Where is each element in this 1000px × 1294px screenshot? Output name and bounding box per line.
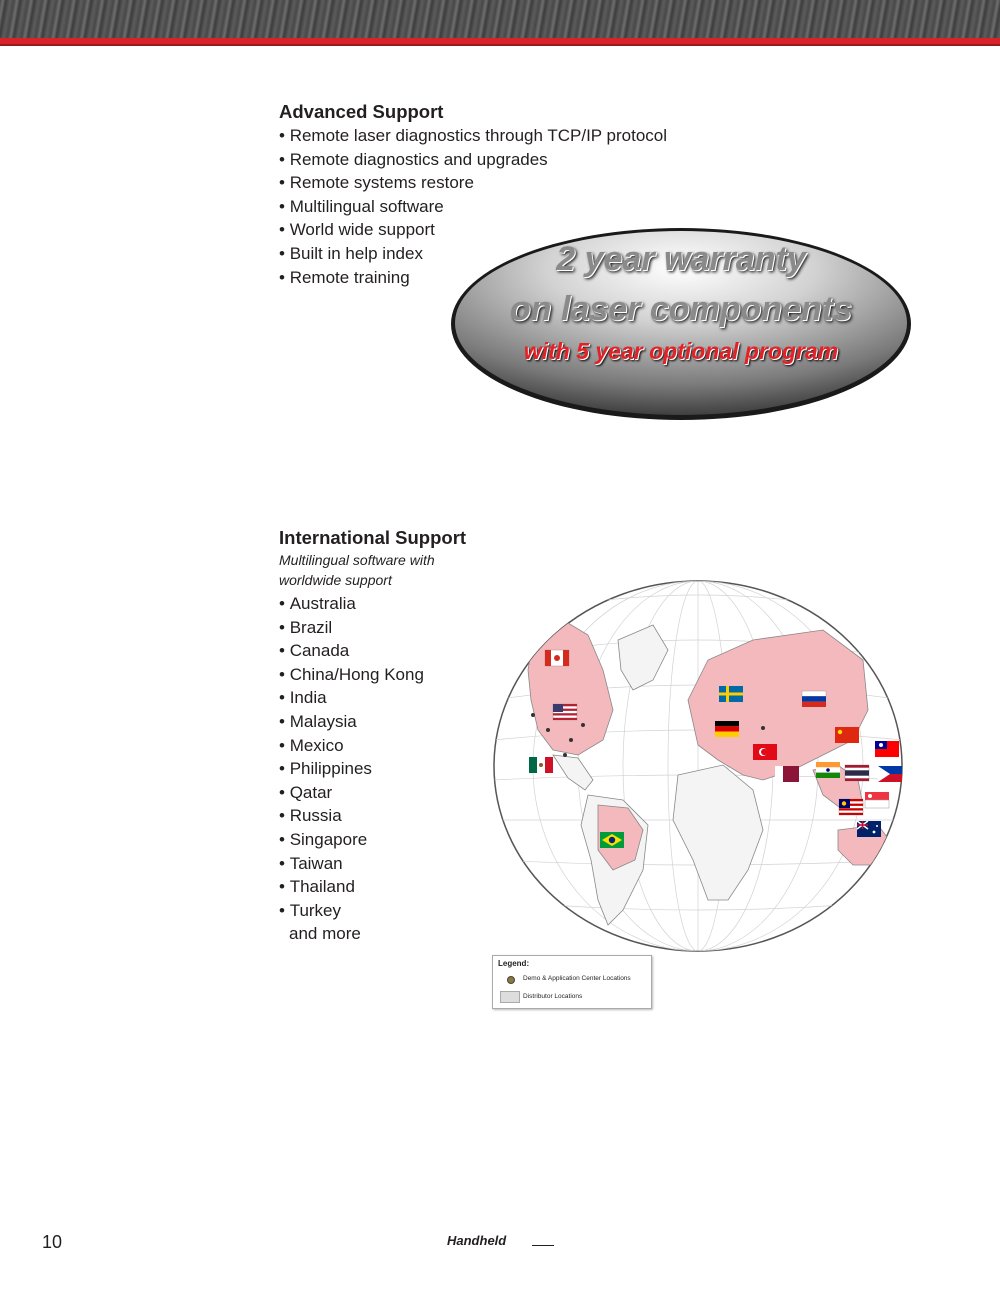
country-list (279, 592, 466, 922)
distributor-swatch-icon (500, 991, 520, 1003)
philippines-flag-icon (878, 766, 902, 782)
country-item: • Canada (279, 639, 466, 663)
list-item: • World wide support (279, 218, 667, 242)
usa-flag-icon (553, 704, 577, 720)
country-item: • Australia (279, 592, 466, 616)
footer-rule (532, 1245, 554, 1246)
map-legend (492, 955, 652, 1009)
country-item: • Brazil (279, 616, 466, 640)
china-flag-icon (835, 727, 859, 743)
list-item: • Remote laser diagnostics through TCP/IP protocol (279, 124, 667, 148)
demo-center-dot-icon (507, 976, 515, 984)
sweden-flag-icon (719, 686, 743, 702)
brazil-flag-icon (600, 832, 624, 848)
russia-flag-icon (802, 691, 826, 707)
international-support-section (279, 526, 466, 946)
international-support-title: International Support (279, 527, 467, 548)
header-texture-bar (0, 0, 1000, 38)
list-item: • Multilingual software (279, 195, 667, 219)
subtitle-line: worldwide support (279, 572, 392, 588)
international-support-subtitle (279, 550, 466, 590)
country-item: • Singapore (279, 828, 466, 852)
mexico-flag-icon (529, 757, 553, 773)
thailand-flag-icon (845, 765, 869, 781)
and-more-text: and more (289, 924, 361, 944)
taiwan-flag-icon (875, 741, 899, 757)
legend-item-demo: Demo & Application Center Locations (523, 975, 631, 982)
malaysia-flag-icon (839, 799, 863, 815)
country-item: • Philippines (279, 757, 466, 781)
germany-flag-icon (715, 721, 739, 737)
legend-item-distributor: Distributor Locations (523, 993, 583, 1000)
list-item: • Remote diagnostics and upgrades (279, 148, 667, 172)
header-red-stripe-shadow (0, 44, 1000, 46)
qatar-flag-icon (775, 766, 799, 782)
list-item: • Remote training (279, 266, 667, 290)
country-item: • Qatar (279, 781, 466, 805)
page-number: 10 (42, 1232, 63, 1252)
advanced-support-title: Advanced Support (279, 101, 444, 122)
list-item: • Remote systems restore (279, 171, 667, 195)
legend-title: Legend: (498, 959, 530, 968)
australia-flag-icon (857, 821, 881, 837)
warranty-badge (450, 226, 912, 422)
country-item: • Taiwan (279, 852, 466, 876)
subtitle-line: Multilingual software with (279, 552, 435, 568)
country-item: • Turkey (279, 899, 466, 923)
warranty-line-2: on laser components (510, 290, 852, 328)
warranty-line-3: with 5 year optional program (523, 338, 839, 364)
country-item: • Mexico (279, 734, 466, 758)
warranty-line-1: 2 year warranty (556, 240, 806, 278)
india-flag-icon (816, 762, 840, 778)
singapore-flag-icon (865, 792, 889, 808)
country-item: • Russia (279, 804, 466, 828)
turkey-flag-icon (753, 744, 777, 760)
list-item: • Built in help index (279, 242, 667, 266)
country-item: • India (279, 686, 466, 710)
country-item: • Malaysia (279, 710, 466, 734)
canada-flag-icon (545, 650, 569, 666)
footer-brand: Handheld (447, 1233, 507, 1248)
country-item: • Thailand (279, 875, 466, 899)
world-map-globe (493, 580, 903, 952)
country-item: • China/Hong Kong (279, 663, 466, 687)
